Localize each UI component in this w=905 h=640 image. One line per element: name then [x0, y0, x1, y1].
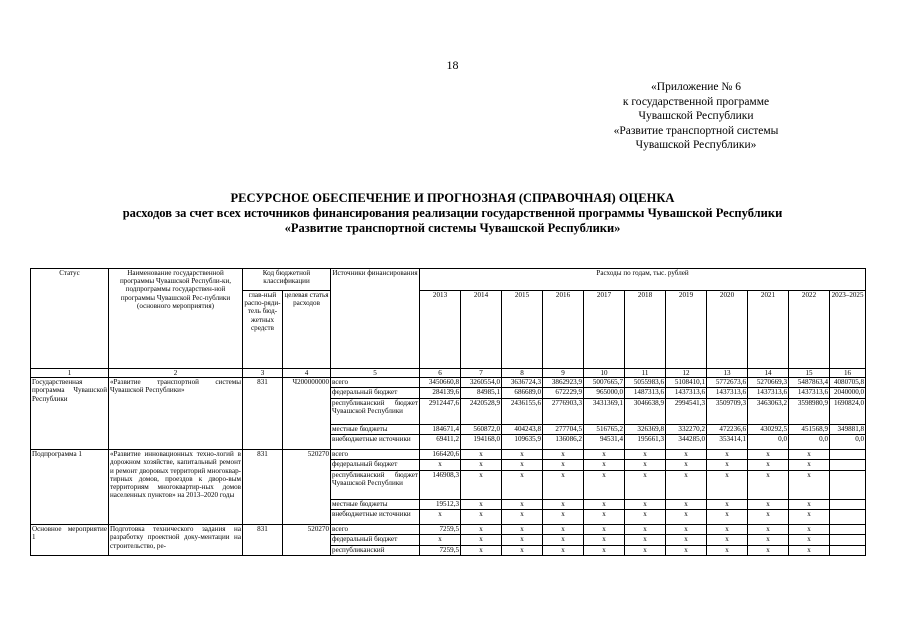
source-cell: федеральный бюджет [331, 460, 420, 471]
value-cell: x [584, 525, 625, 535]
year-header: 2017 [584, 291, 625, 369]
value-cell: 1437313,6 [707, 388, 748, 399]
value-cell: x [584, 460, 625, 471]
value-cell: x [625, 535, 666, 546]
value-cell [830, 500, 866, 510]
value-cell: 404243,8 [502, 425, 543, 435]
value-cell: x [502, 510, 543, 525]
year-header: 2018 [625, 291, 666, 369]
value-cell: x [420, 510, 461, 525]
value-cell: 136086,2 [543, 435, 584, 450]
column-number: 16 [830, 369, 866, 378]
block-article: 520270 [283, 450, 331, 525]
value-cell: 84985,1 [461, 388, 502, 399]
value-cell: 2420528,9 [461, 399, 502, 425]
block-status: Основное мероприятие 1 [31, 525, 109, 556]
value-cell: x [543, 546, 584, 556]
value-cell: x [666, 510, 707, 525]
value-cell: x [543, 450, 584, 460]
appendix-line: «Приложение № 6 [651, 81, 741, 93]
value-cell: x [789, 450, 830, 460]
block-name: Подготовка технического задания на разработку проектной доку-ментации на строительство, ре- [109, 525, 243, 556]
title-line: «Развитие транспортной системы Чувашской Республики» [284, 221, 621, 235]
table-row [31, 450, 866, 460]
value-cell: x [748, 525, 789, 535]
value-cell: x [502, 546, 543, 556]
value-cell: 5055983,6 [625, 378, 666, 388]
value-cell: x [707, 460, 748, 471]
value-cell: 349881,8 [830, 425, 866, 435]
value-cell: x [666, 450, 707, 460]
year-header: 2022 [789, 291, 830, 369]
block-article: 520270 [283, 525, 331, 556]
year-header: 2015 [502, 291, 543, 369]
page-number: 18 [446, 58, 459, 72]
value-cell: 472236,6 [707, 425, 748, 435]
value-cell: 3598980,9 [789, 399, 830, 425]
resources-table [30, 268, 866, 556]
value-cell [830, 535, 866, 546]
value-cell: 344285,0 [666, 435, 707, 450]
value-cell: x [502, 525, 543, 535]
value-cell: 5487863,4 [789, 378, 830, 388]
table-row [31, 378, 866, 388]
column-number: 14 [748, 369, 789, 378]
value-cell: x [707, 535, 748, 546]
column-number: 6 [420, 369, 461, 378]
value-cell: 3431369,1 [584, 399, 625, 425]
value-cell: 1437313,6 [666, 388, 707, 399]
value-cell: 3463063,2 [748, 399, 789, 425]
value-cell: 284139,6 [420, 388, 461, 399]
value-cell: x [543, 535, 584, 546]
value-cell: x [584, 535, 625, 546]
value-cell: x [625, 510, 666, 525]
value-cell: x [748, 546, 789, 556]
value-cell: 146908,3 [420, 471, 461, 500]
column-number: 13 [707, 369, 748, 378]
value-cell [830, 525, 866, 535]
title-line: расходов за счет всех источников финансирования реализации государственной программы Чувашской Республики [122, 206, 783, 220]
block-manager: 831 [243, 450, 283, 525]
header-manager: глав-ный распо-ряди-тель бюд-жетных средств [243, 291, 283, 369]
year-header: 2021 [748, 291, 789, 369]
value-cell: x [707, 546, 748, 556]
value-cell: x [789, 460, 830, 471]
value-cell: 195661,3 [625, 435, 666, 450]
value-cell: 686689,0 [502, 388, 543, 399]
block-name: «Развитие транспортной системы Чувашской Республики» [109, 378, 243, 450]
block-article: Ч200000000 [283, 378, 331, 450]
header-status: Статус [31, 269, 109, 369]
value-cell: 2040000,0 [830, 388, 866, 399]
block-status: Подпрограмма 1 [31, 450, 109, 525]
value-cell: x [789, 500, 830, 510]
column-number: 3 [243, 369, 283, 378]
column-number: 9 [543, 369, 584, 378]
value-cell: 0,0 [830, 435, 866, 450]
value-cell: x [502, 450, 543, 460]
value-cell: x [420, 460, 461, 471]
column-number: 7 [461, 369, 502, 378]
value-cell: x [543, 460, 584, 471]
value-cell: 1690824,0 [830, 399, 866, 425]
value-cell: x [748, 450, 789, 460]
value-cell: x [420, 535, 461, 546]
value-cell [830, 471, 866, 500]
value-cell: x [707, 471, 748, 500]
value-cell: x [461, 546, 502, 556]
value-cell: x [707, 500, 748, 510]
value-cell: x [502, 471, 543, 500]
value-cell: 3636724,3 [502, 378, 543, 388]
value-cell: 277704,5 [543, 425, 584, 435]
source-cell: всего [331, 450, 420, 460]
value-cell: x [543, 471, 584, 500]
value-cell: 560872,0 [461, 425, 502, 435]
value-cell: x [584, 546, 625, 556]
year-header: 2023–2025 [830, 291, 866, 369]
value-cell: x [461, 525, 502, 535]
value-cell: 516765,2 [584, 425, 625, 435]
value-cell: 3046638,9 [625, 399, 666, 425]
value-cell: 1437313,6 [789, 388, 830, 399]
value-cell: 1437313,6 [748, 388, 789, 399]
column-number: 11 [625, 369, 666, 378]
value-cell: x [625, 546, 666, 556]
source-cell: федеральный бюджет [331, 388, 420, 399]
value-cell: x [666, 471, 707, 500]
value-cell: 430292,5 [748, 425, 789, 435]
value-cell: 94531,4 [584, 435, 625, 450]
value-cell: 2994541,3 [666, 399, 707, 425]
value-cell: 184671,4 [420, 425, 461, 435]
column-number: 12 [666, 369, 707, 378]
block-manager: 831 [243, 525, 283, 556]
value-cell [830, 460, 866, 471]
year-header: 2020 [707, 291, 748, 369]
value-cell: x [748, 535, 789, 546]
value-cell: 4080705,8 [830, 378, 866, 388]
value-cell: x [707, 510, 748, 525]
value-cell: x [748, 471, 789, 500]
header-name: Наименование государственной программы Чувашской Республи-ки, подпрограммы государствен-ной программы Чувашской Рес-публики (основного мероприятия) [109, 269, 243, 369]
value-cell: x [789, 546, 830, 556]
value-cell: 3260554,0 [461, 378, 502, 388]
value-cell [830, 546, 866, 556]
source-cell: республиканский [331, 546, 420, 556]
source-cell: всего [331, 525, 420, 535]
value-cell: 3509709,3 [707, 399, 748, 425]
value-cell: x [625, 460, 666, 471]
value-cell: x [461, 500, 502, 510]
value-cell: x [461, 535, 502, 546]
table-row [31, 525, 866, 535]
value-cell: x [584, 471, 625, 500]
source-cell: местные бюджеты [331, 425, 420, 435]
year-header: 2016 [543, 291, 584, 369]
value-cell: x [748, 510, 789, 525]
appendix-line: «Развитие транспортной системы [613, 124, 779, 137]
value-cell: x [666, 535, 707, 546]
column-number: 2 [109, 369, 243, 378]
value-cell: x [584, 510, 625, 525]
value-cell: x [461, 450, 502, 460]
value-cell: x [666, 525, 707, 535]
value-cell: x [461, 471, 502, 500]
value-cell [830, 450, 866, 460]
source-cell: местные бюджеты [331, 500, 420, 510]
value-cell: 451568,9 [789, 425, 830, 435]
document-title [0, 191, 905, 236]
value-cell: x [748, 500, 789, 510]
value-cell: x [707, 525, 748, 535]
value-cell: x [625, 450, 666, 460]
year-header: 2013 [420, 291, 461, 369]
source-cell: республиканский бюджет Чувашской Республики [331, 399, 420, 425]
value-cell: 2912447,6 [420, 399, 461, 425]
year-header: 2019 [666, 291, 707, 369]
year-header: 2014 [461, 291, 502, 369]
value-cell: 0,0 [789, 435, 830, 450]
value-cell: x [461, 460, 502, 471]
block-name: «Развитие инновационных техно-логий в дорожном хозяйстве, капитальный ремонт и ремонт дворовых территорий многоквар-тирных домов, проездов к дворо-вым территориям многоквартир-ных домов населенных пунктов» на 2013–2020 годы [109, 450, 243, 525]
value-cell: 7259,5 [420, 546, 461, 556]
value-cell: 5270669,3 [748, 378, 789, 388]
source-cell: федеральный бюджет [331, 535, 420, 546]
column-number: 15 [789, 369, 830, 378]
value-cell: x [584, 500, 625, 510]
value-cell: 965000,0 [584, 388, 625, 399]
value-cell: x [502, 535, 543, 546]
value-cell: x [789, 525, 830, 535]
value-cell: x [502, 460, 543, 471]
header-code: Код бюджетной классификации [243, 269, 331, 291]
value-cell: x [543, 500, 584, 510]
value-cell: 69411,2 [420, 435, 461, 450]
value-cell: x [789, 535, 830, 546]
value-cell: 353414,1 [707, 435, 748, 450]
column-number: 1 [31, 369, 109, 378]
source-cell: внебюджетные источники [331, 435, 420, 450]
appendix-line: Чувашской Республики [638, 110, 754, 122]
source-cell: внебюджетные источники [331, 510, 420, 525]
appendix-header [566, 80, 826, 153]
title-line: РЕСУРСНОЕ ОБЕСПЕЧЕНИЕ И ПРОГНОЗНАЯ (СПРАВОЧНАЯ) ОЦЕНКА [230, 191, 675, 205]
block-status: Государственная программа Чувашской Республики [31, 378, 109, 450]
value-cell: 3862923,9 [543, 378, 584, 388]
header-sources: Источники финансирования [331, 269, 420, 369]
source-cell: всего [331, 378, 420, 388]
value-cell [830, 510, 866, 525]
header-article: целевая статья расходов [283, 291, 331, 369]
value-cell: x [666, 546, 707, 556]
column-number: 10 [584, 369, 625, 378]
value-cell: x [666, 460, 707, 471]
value-cell: 0,0 [748, 435, 789, 450]
value-cell: 2436155,6 [502, 399, 543, 425]
value-cell: 5108410,1 [666, 378, 707, 388]
value-cell: x [543, 510, 584, 525]
block-manager: 831 [243, 378, 283, 450]
value-cell: 109635,9 [502, 435, 543, 450]
value-cell: x [625, 500, 666, 510]
value-cell: x [625, 471, 666, 500]
source-cell: республиканский бюджет Чувашской Республики [331, 471, 420, 500]
value-cell: 194168,0 [461, 435, 502, 450]
value-cell: x [789, 471, 830, 500]
column-number: 4 [283, 369, 331, 378]
value-cell: x [543, 525, 584, 535]
value-cell: x [461, 510, 502, 525]
value-cell: 7259,5 [420, 525, 461, 535]
value-cell: 1487313,6 [625, 388, 666, 399]
value-cell: 166420,6 [420, 450, 461, 460]
value-cell: x [666, 500, 707, 510]
value-cell: x [748, 460, 789, 471]
value-cell: 5007665,7 [584, 378, 625, 388]
header-expenses: Расходы по годам, тыс. рублей [420, 269, 866, 291]
value-cell: x [584, 450, 625, 460]
value-cell: x [502, 500, 543, 510]
value-cell: 19512,3 [420, 500, 461, 510]
value-cell: 672229,9 [543, 388, 584, 399]
value-cell: 5772673,6 [707, 378, 748, 388]
appendix-line: к государственной программе [622, 95, 770, 108]
value-cell: x [789, 510, 830, 525]
value-cell: 326369,8 [625, 425, 666, 435]
value-cell: 2776903,3 [543, 399, 584, 425]
column-number: 5 [331, 369, 420, 378]
value-cell: x [625, 525, 666, 535]
value-cell: 332270,2 [666, 425, 707, 435]
column-number: 8 [502, 369, 543, 378]
value-cell: 3450660,8 [420, 378, 461, 388]
appendix-line: Чувашской Республики» [635, 139, 757, 151]
value-cell: x [707, 450, 748, 460]
